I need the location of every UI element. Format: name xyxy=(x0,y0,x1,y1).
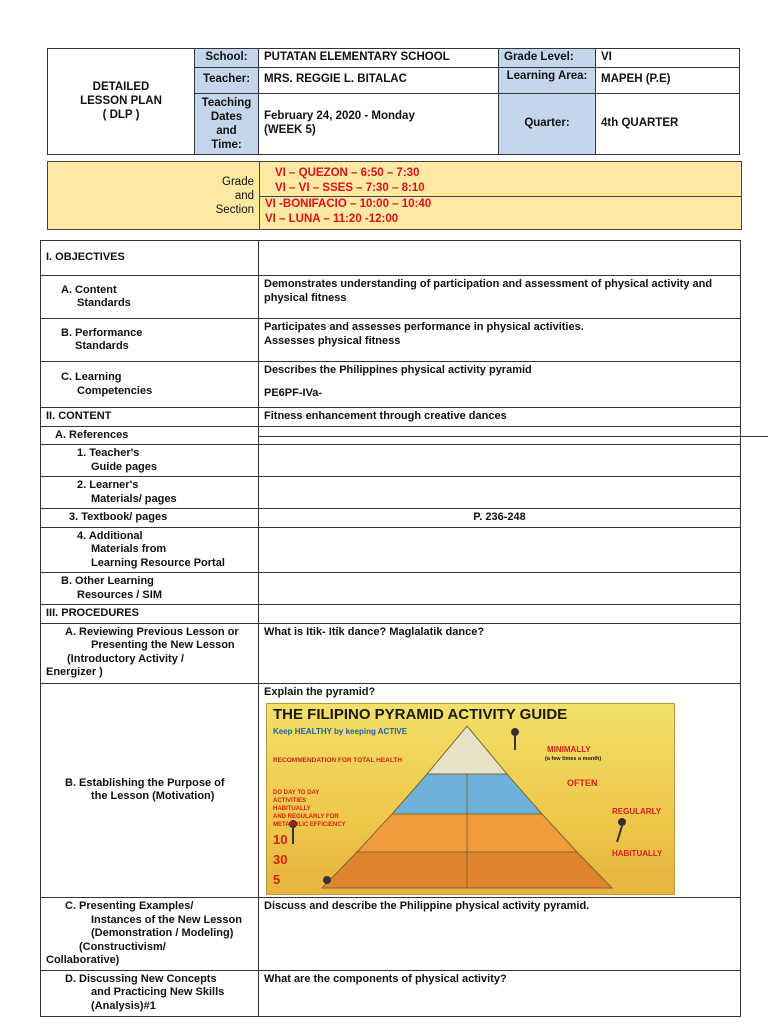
proc-c-label-line5: Collaborative) xyxy=(46,954,120,966)
content-standards-label xyxy=(41,276,259,319)
proc-d-label xyxy=(41,970,259,1016)
dates-label: Teaching Dates and Time: xyxy=(195,93,259,154)
quarter-value: 4th QUARTER xyxy=(596,93,740,154)
dancer-figure-icon xyxy=(511,728,519,736)
content-heading: II. CONTENT xyxy=(41,408,259,427)
learning-competencies-label-line2: Competencies xyxy=(77,384,153,397)
pyramid-left-line3: HABITUALLY xyxy=(273,806,311,812)
pyramid-number-10: 10 xyxy=(273,832,288,847)
dates-value-line2: (WEEK 5) xyxy=(264,123,316,136)
performance-standards-value xyxy=(259,319,741,362)
teachers-guide-label-line1: 1. Teacher's xyxy=(77,447,140,459)
pyramid-minimally-sub: (a few times a month) xyxy=(545,756,602,762)
proc-c-label-line4: (Constructivism/ xyxy=(79,940,166,953)
content-value: Fitness enhancement through creative dances xyxy=(259,408,741,427)
proc-d-label-line1: D. Discussing New Concepts xyxy=(65,972,217,985)
dates-value-line1: February 24, 2020 - Monday xyxy=(264,110,415,122)
proc-a-label-line3: (Introductory Activity / xyxy=(67,652,184,665)
additional-materials-value xyxy=(259,527,741,573)
grade-label: Grade xyxy=(222,175,254,188)
textbook-value: P. 236-248 xyxy=(259,509,741,528)
other-resources-label xyxy=(41,573,259,605)
additional-materials-label xyxy=(41,527,259,573)
pyramid-layer-top xyxy=(427,726,507,774)
dlp-title xyxy=(48,49,195,155)
additional-materials-label-line2: Materials from xyxy=(91,543,167,555)
proc-a-label-line1: A. Reviewing Previous Lesson or xyxy=(65,625,239,638)
dlp-title-line3: ( DLP ) xyxy=(102,109,140,122)
section-row-luna: VI – LUNA – 11:20 -12:00 xyxy=(265,213,399,225)
pyramid-illustration xyxy=(267,704,674,894)
learning-competencies-label-line1: C. Learning xyxy=(61,371,122,383)
divider-line xyxy=(258,436,768,437)
proc-c-label-line2: Instances of the New Lesson xyxy=(91,913,242,926)
content-standards-value: Demonstrates understanding of participation and assessment of physical activity and physical fitness xyxy=(259,276,741,319)
proc-b-value xyxy=(259,683,741,898)
grade-level-value: VI xyxy=(596,49,740,68)
proc-d-label-line3: (Analysis)#1 xyxy=(91,999,156,1012)
objectives-heading: I. OBJECTIVES xyxy=(41,241,259,276)
dates-value xyxy=(259,93,499,154)
performance-standards-line1: Participates and assesses performance in physical activities. xyxy=(264,321,584,333)
teachers-guide-value xyxy=(259,445,741,477)
learning-competencies-text: Describes the Philippines physical activity pyramid xyxy=(264,364,532,376)
pyramid-number-5: 5 xyxy=(273,872,281,887)
proc-d-value: What are the components of physical activity? xyxy=(259,970,741,1016)
quarter-label: Quarter: xyxy=(499,93,596,154)
dlp-title-line2: LESSON PLAN xyxy=(80,95,162,108)
teacher-value: MRS. REGGIE L. BITALAC xyxy=(259,67,499,93)
performance-standards-label xyxy=(41,319,259,362)
learners-materials-value xyxy=(259,477,741,509)
section-row-bonifacio: VI -BONIFACIO – 10:00 – 10:40 xyxy=(260,196,741,212)
proc-a-label-line4: Energizer ) xyxy=(46,666,103,678)
additional-materials-label-line1: 4. Additional xyxy=(77,529,143,542)
grade-level-label: Grade Level: xyxy=(499,49,596,68)
pyramid-left-line5: METABOLIC EFFICIENCY xyxy=(273,822,346,828)
pyramid-left-heading: RECOMMENDATION FOR TOTAL HEALTH xyxy=(273,757,403,764)
grade-section-schedule xyxy=(260,162,742,230)
pyramid-left-line1: DO DAY TO DAY xyxy=(273,790,320,796)
other-resources-label-line1: B. Other Learning xyxy=(61,575,154,587)
content-standards-label-line2: Standards xyxy=(77,297,131,309)
dlp-title-line1: DETAILED xyxy=(92,81,150,94)
pyramid-habitually: HABITUALLY xyxy=(612,849,663,858)
learners-materials-label-line1: 2. Learner's xyxy=(77,479,139,491)
procedures-value xyxy=(259,605,741,624)
performance-standards-line2: Assesses physical fitness xyxy=(264,334,401,347)
proc-b-label-line1: B. Establishing the Purpose of xyxy=(65,776,225,789)
proc-a-label-line2: Presenting the New Lesson xyxy=(91,639,235,651)
pyramid-subtitle: Keep HEALTHY by keeping ACTIVE xyxy=(273,727,408,736)
and-label: and xyxy=(234,189,254,202)
performance-standards-label-line1: B. Performance xyxy=(61,326,143,339)
proc-d-label-line2: and Practicing New Skills xyxy=(91,986,225,998)
teachers-guide-label-line2: Guide pages xyxy=(91,460,158,473)
learning-competencies-value xyxy=(259,362,741,408)
section-row-sses: VI – VI – SSES – 7:30 – 8:10 xyxy=(275,182,425,194)
textbook-label: 3. Textbook/ pages xyxy=(41,509,259,528)
learners-materials-label-line2: Materials/ pages xyxy=(91,492,177,505)
pyramid-minimally: MINIMALLY xyxy=(547,745,591,754)
pyramid-activity-guide-image xyxy=(266,703,675,895)
grade-section-label xyxy=(48,162,260,230)
section-row-quezon: VI – QUEZON – 6:50 – 7:30 xyxy=(275,167,420,179)
pyramid-title: THE FILIPINO PYRAMID ACTIVITY GUIDE xyxy=(273,706,568,723)
runner-figure-icon xyxy=(618,818,626,826)
proc-b-label xyxy=(41,683,259,898)
teachers-guide-label xyxy=(41,445,259,477)
proc-c-label xyxy=(41,898,259,971)
proc-a-label xyxy=(41,623,259,683)
proc-c-label-line1: C. Presenting Examples/ xyxy=(65,900,194,912)
learning-competencies-code: PE6PF-IVa- xyxy=(264,386,323,399)
proc-a-value: What is Itik- Itik dance? Maglalatik dance? xyxy=(259,623,741,683)
lesson-plan-table xyxy=(40,240,741,1017)
proc-c-label-line3: (Demonstration / Modeling) xyxy=(91,927,234,939)
pyramid-left-line2: ACTIVITIES xyxy=(273,798,307,804)
pyramid-number-30: 30 xyxy=(273,852,288,867)
additional-materials-label-line3: Learning Resource Portal xyxy=(91,556,225,569)
teacher-label: Teacher: xyxy=(195,67,259,93)
pyramid-regularly: REGULARLY xyxy=(612,807,662,816)
objectives-value xyxy=(259,241,741,276)
learning-area-value: MAPEH (P.E) xyxy=(596,67,740,93)
school-label: School: xyxy=(195,49,259,68)
pyramid-often: OFTEN xyxy=(567,778,598,788)
learning-competencies-label xyxy=(41,362,259,408)
walker-figure-icon xyxy=(323,876,331,884)
grade-section-table xyxy=(47,161,742,230)
pyramid-left-line4: AND REGULARLY FOR xyxy=(273,814,339,820)
proc-b-label-line2: the Lesson (Motivation) xyxy=(91,790,215,803)
section-label: Section xyxy=(215,203,254,216)
learning-area-label: Learning Area: xyxy=(499,67,596,93)
references-heading: A. References xyxy=(41,426,259,445)
other-resources-value xyxy=(259,573,741,605)
school-value: PUTATAN ELEMENTARY SCHOOL xyxy=(259,49,499,68)
other-resources-label-line2: Resources / SIM xyxy=(77,588,162,601)
procedures-heading: III. PROCEDURES xyxy=(41,605,259,624)
proc-c-value: Discuss and describe the Philippine physical activity pyramid. xyxy=(259,898,741,971)
header-table xyxy=(47,48,740,155)
performance-standards-label-line2: Standards xyxy=(75,340,129,352)
proc-b-question: Explain the pyramid? xyxy=(264,685,376,698)
content-standards-label-line1: A. Content xyxy=(61,283,117,296)
learners-materials-label xyxy=(41,477,259,509)
